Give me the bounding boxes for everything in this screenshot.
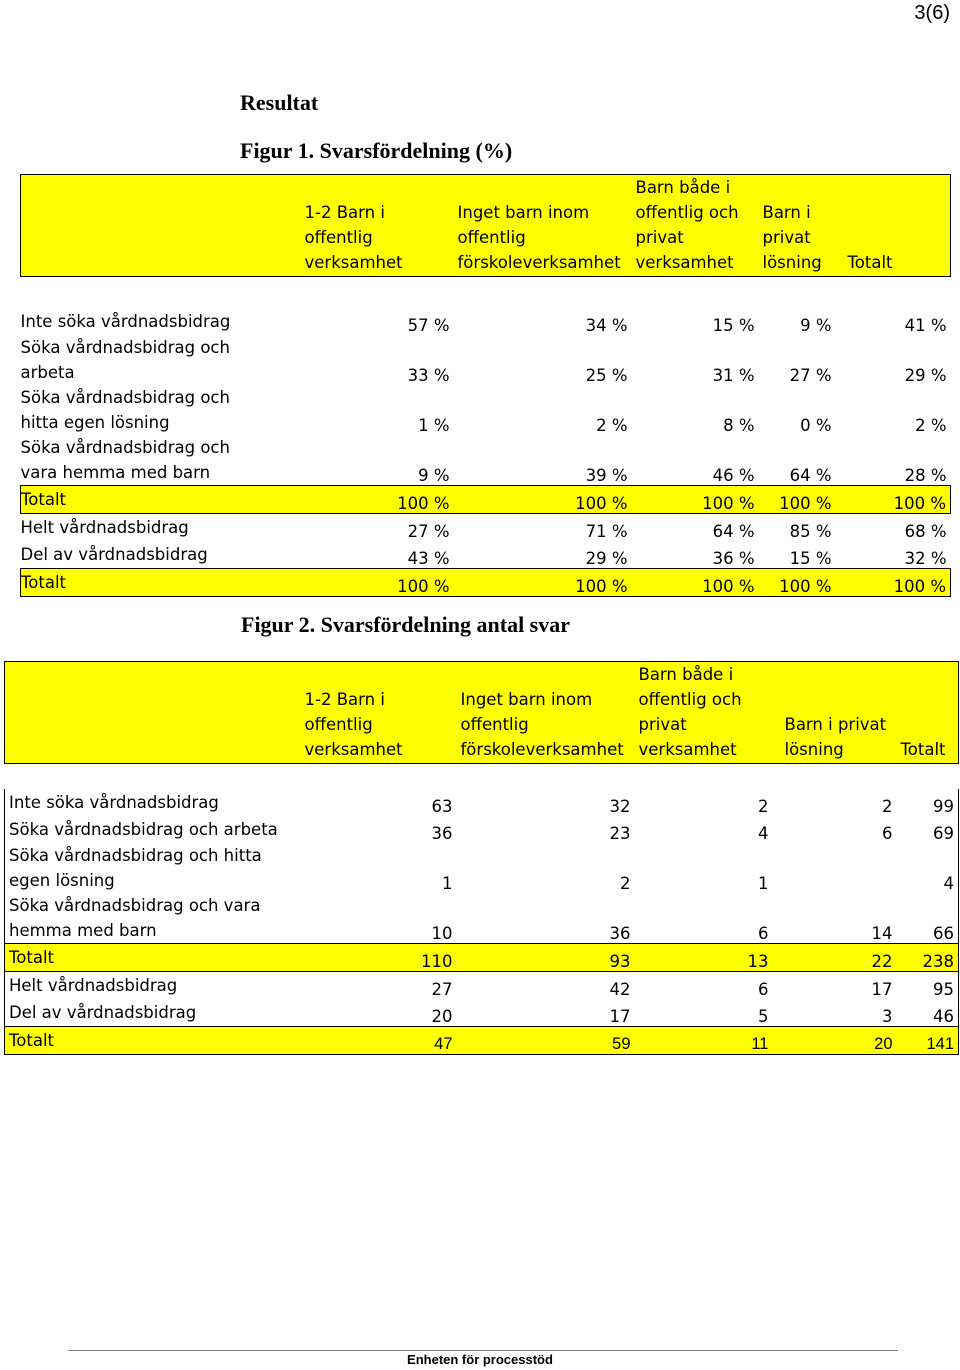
column-header: Inget barn inom offentlig förskoleverksamhet — [454, 175, 632, 277]
cell-value — [773, 843, 897, 893]
cell-value: 4 — [635, 816, 773, 843]
footer-text: Enheten för processtöd — [407, 1352, 553, 1367]
cell-value: 68 % — [836, 514, 951, 542]
table-row — [5, 893, 959, 944]
cell-value: 15 % — [759, 541, 836, 569]
cell-value: 36 — [457, 893, 635, 944]
table-row — [21, 541, 951, 569]
cell-value: 27 % — [259, 514, 454, 542]
column-header: Totalt — [897, 662, 959, 764]
row-label: Del av vårdnadsbidrag — [5, 999, 301, 1027]
cell-value: 100 % — [454, 569, 632, 597]
row-label: Helt vårdnadsbidrag — [21, 514, 259, 542]
cell-value: 23 — [457, 816, 635, 843]
cell-value: 95 — [897, 972, 959, 1000]
cell-value: 100 % — [259, 486, 454, 514]
row-label: Söka vårdnadsbidrag och vara hemma med barn — [21, 435, 259, 486]
row-label: Söka vårdnadsbidrag och hitta egen lösning — [21, 385, 259, 435]
column-header: 1-2 Barn i offentlig verksamhet — [301, 662, 457, 764]
column-header: Barn i privat lösning — [759, 175, 836, 277]
cell-value: 41 % — [836, 308, 951, 335]
total-row — [21, 569, 951, 597]
cell-value: 28 % — [836, 435, 951, 486]
cell-value: 20 — [773, 1027, 897, 1055]
cell-value: 17 — [457, 999, 635, 1027]
header-row — [5, 662, 959, 764]
cell-value: 69 — [897, 816, 959, 843]
cell-value: 46 % — [632, 435, 759, 486]
cell-value: 64 % — [759, 435, 836, 486]
cell-value: 29 % — [836, 335, 951, 385]
cell-value: 46 — [897, 999, 959, 1027]
row-label: Totalt — [5, 1027, 301, 1055]
cell-value: 31 % — [632, 335, 759, 385]
row-label: Söka vårdnadsbidrag och hitta egen lösning — [5, 843, 301, 893]
cell-value: 36 — [301, 816, 457, 843]
figure2-title: Figur 2. Svarsfördelning antal svar — [241, 612, 571, 637]
figure1-title: Figur 1. Svarsfördelning (%) — [240, 138, 513, 163]
column-header: Totalt — [836, 175, 951, 277]
cell-value: 66 — [897, 893, 959, 944]
footer-divider — [68, 1350, 898, 1351]
total-row — [21, 486, 951, 514]
cell-value: 71 % — [454, 514, 632, 542]
cell-value: 14 — [773, 893, 897, 944]
cell-value: 9 % — [759, 308, 836, 335]
figure1-table — [20, 174, 951, 597]
header-cell-blank — [21, 175, 259, 277]
cell-value: 8 % — [632, 385, 759, 435]
column-header: Barn både i offentlig och privat verksamhet — [635, 662, 773, 764]
cell-value: 93 — [457, 944, 635, 972]
table-row — [5, 999, 959, 1027]
cell-value: 17 — [773, 972, 897, 1000]
cell-value: 100 % — [632, 569, 759, 597]
cell-value: 2 — [773, 789, 897, 816]
table-row — [21, 514, 951, 542]
header-cell-blank — [5, 662, 301, 764]
cell-value: 2 % — [454, 385, 632, 435]
cell-value: 27 % — [759, 335, 836, 385]
cell-value: 43 % — [259, 541, 454, 569]
cell-value: 100 % — [759, 486, 836, 514]
cell-value: 42 — [457, 972, 635, 1000]
cell-value: 99 — [897, 789, 959, 816]
row-label: Söka vårdnadsbidrag och arbeta — [5, 816, 301, 843]
cell-value: 15 % — [632, 308, 759, 335]
cell-value: 29 % — [454, 541, 632, 569]
cell-value: 47 — [301, 1027, 457, 1055]
row-label: Söka vårdnadsbidrag och arbeta — [21, 335, 259, 385]
figure2-table — [4, 661, 959, 1055]
cell-value: 10 — [301, 893, 457, 944]
cell-value: 4 — [897, 843, 959, 893]
cell-value: 39 % — [454, 435, 632, 486]
row-label: Helt vårdnadsbidrag — [5, 972, 301, 1000]
cell-value: 1 % — [259, 385, 454, 435]
cell-value: 34 % — [454, 308, 632, 335]
cell-value: 57 % — [259, 308, 454, 335]
cell-value: 59 — [457, 1027, 635, 1055]
cell-value: 110 — [301, 944, 457, 972]
table-row — [5, 843, 959, 893]
cell-value: 6 — [773, 816, 897, 843]
column-header: Barn i privat lösning — [773, 662, 897, 764]
cell-value: 32 % — [836, 541, 951, 569]
table-row — [21, 435, 951, 486]
cell-value: 2 — [635, 789, 773, 816]
section-title: Resultat — [240, 90, 319, 115]
row-label: Del av vårdnadsbidrag — [21, 541, 259, 569]
cell-value: 6 — [635, 893, 773, 944]
row-label: Söka vårdnadsbidrag och vara hemma med barn — [5, 893, 301, 944]
table-row — [21, 308, 951, 335]
cell-value: 63 — [301, 789, 457, 816]
table-row — [5, 972, 959, 1000]
cell-value: 33 % — [259, 335, 454, 385]
cell-value: 2 % — [836, 385, 951, 435]
cell-value: 11 — [635, 1027, 773, 1055]
column-header: 1-2 Barn i offentlig verksamhet — [259, 175, 454, 277]
row-label: Inte söka vårdnadsbidrag — [21, 308, 259, 335]
table-row — [21, 385, 951, 435]
cell-value: 1 — [301, 843, 457, 893]
total-row — [5, 1027, 959, 1055]
page-number: 3(6) — [914, 2, 950, 24]
cell-value: 141 — [897, 1027, 959, 1055]
cell-value: 238 — [897, 944, 959, 972]
table-row — [5, 789, 959, 816]
cell-value: 64 % — [632, 514, 759, 542]
cell-value: 100 % — [454, 486, 632, 514]
row-label: Inte söka vårdnadsbidrag — [5, 789, 301, 816]
cell-value: 27 — [301, 972, 457, 1000]
cell-value: 0 % — [759, 385, 836, 435]
cell-value: 25 % — [454, 335, 632, 385]
row-label: Totalt — [21, 569, 259, 597]
cell-value: 13 — [635, 944, 773, 972]
cell-value: 5 — [635, 999, 773, 1027]
cell-value: 36 % — [632, 541, 759, 569]
cell-value: 100 % — [632, 486, 759, 514]
cell-value: 100 % — [259, 569, 454, 597]
table-row — [5, 816, 959, 843]
cell-value: 3 — [773, 999, 897, 1027]
cell-value: 100 % — [836, 569, 951, 597]
cell-value: 100 % — [836, 486, 951, 514]
cell-value: 2 — [457, 843, 635, 893]
cell-value: 22 — [773, 944, 897, 972]
cell-value: 85 % — [759, 514, 836, 542]
column-header: Barn både i offentlig och privat verksamhet — [632, 175, 759, 277]
cell-value: 100 % — [759, 569, 836, 597]
cell-value: 32 — [457, 789, 635, 816]
table-row — [21, 335, 951, 385]
total-row — [5, 944, 959, 972]
header-row — [21, 175, 951, 277]
cell-value: 1 — [635, 843, 773, 893]
cell-value: 20 — [301, 999, 457, 1027]
row-label: Totalt — [21, 486, 259, 514]
cell-value: 6 — [635, 972, 773, 1000]
row-label: Totalt — [5, 944, 301, 972]
column-header: Inget barn inom offentlig förskoleverksamhet — [457, 662, 635, 764]
cell-value: 9 % — [259, 435, 454, 486]
